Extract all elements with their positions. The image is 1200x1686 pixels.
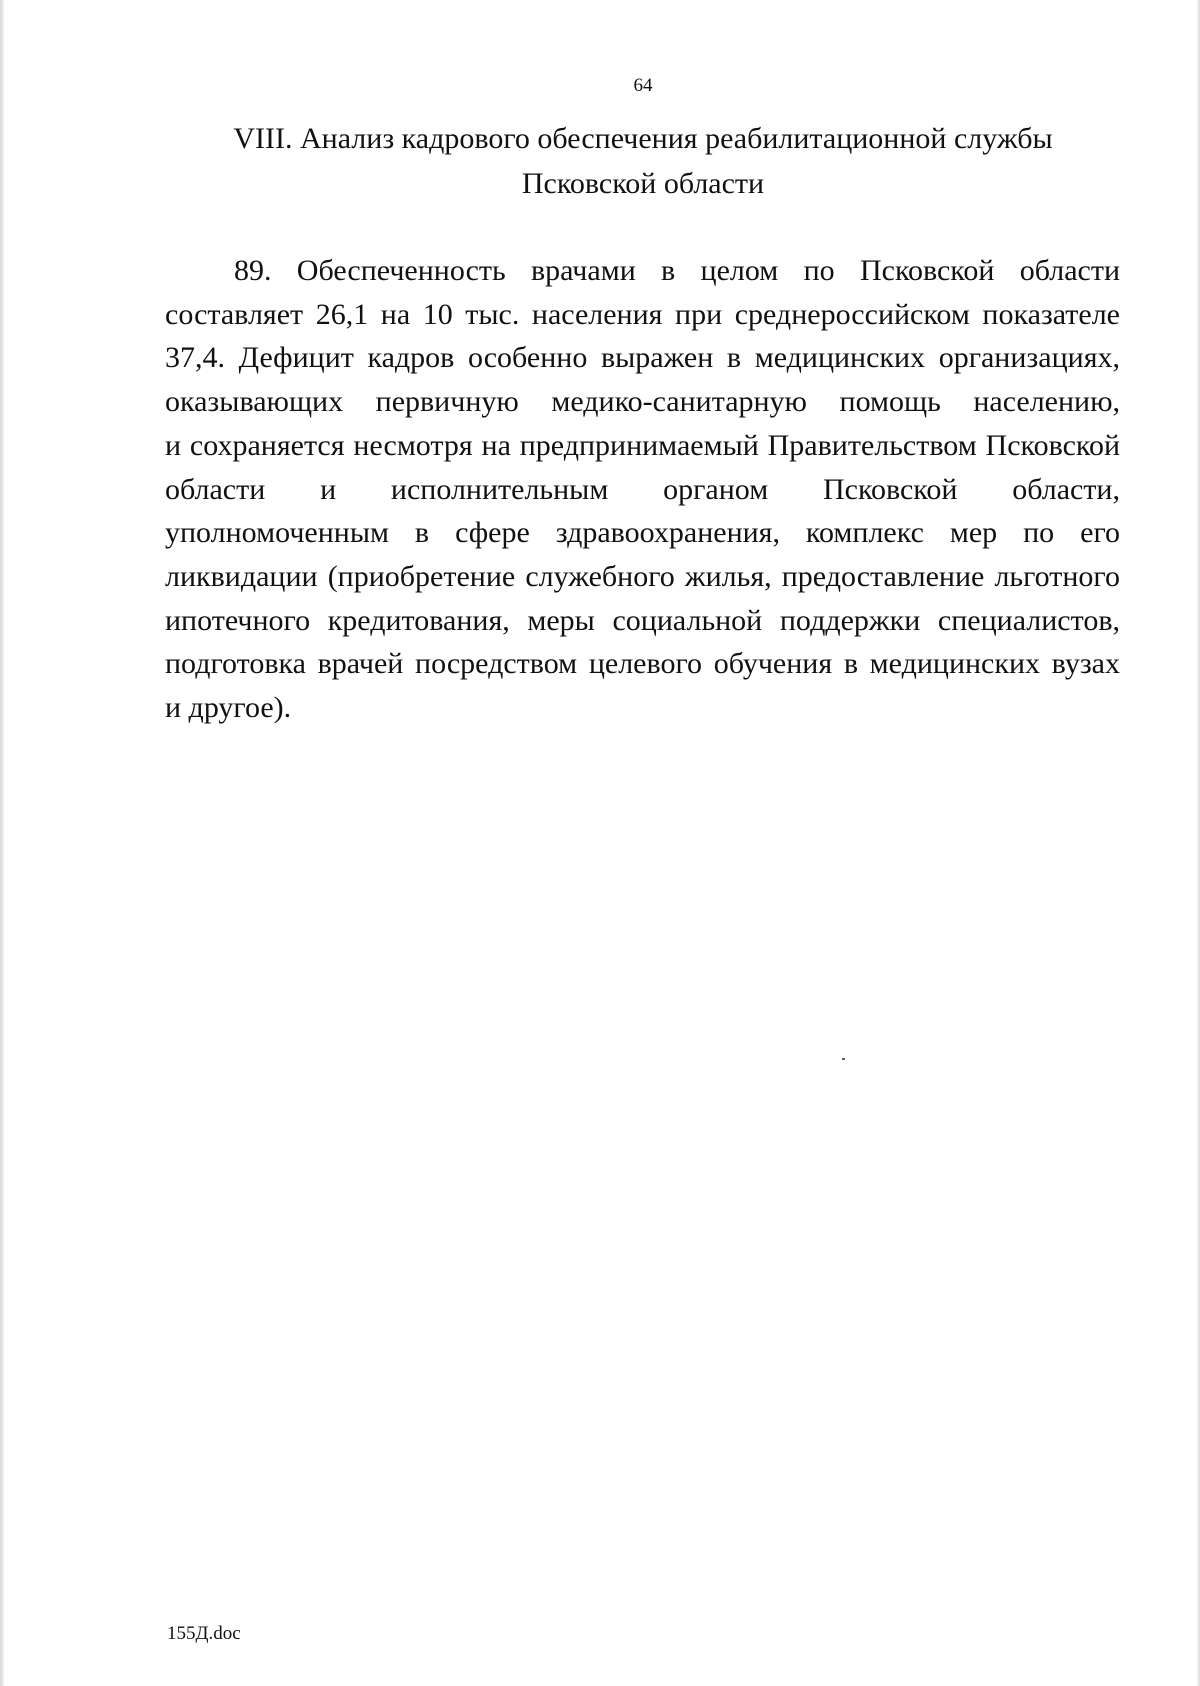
paragraph-line: и другое). bbox=[165, 691, 292, 725]
footer-file-name: 155Д.doc bbox=[167, 1623, 241, 1644]
section-heading bbox=[160, 116, 1126, 206]
paragraph-line: оказывающих первичную медико-санитарную помощь населению, bbox=[165, 385, 1120, 419]
paragraph-line: 37,4. Дефицит кадров особенно выражен в медицинских организациях, bbox=[165, 341, 1120, 375]
paragraph-line: уполномоченным в сфере здравоохранения, комплекс мер по его bbox=[165, 516, 1120, 550]
paragraph-line: ликвидации (приобретение служебного жилья, предоставление льготного bbox=[165, 559, 1120, 593]
page-number: 64 bbox=[633, 75, 653, 96]
section-heading-line-1: VIII. Анализ кадрового обеспечения реабилитационной службы bbox=[233, 122, 1053, 155]
paragraph-line: ипотечного кредитования, меры социальной поддержки специалистов, bbox=[165, 603, 1120, 637]
paragraph-line: составляет 26,1 на 10 тыс. населения при среднероссийском показателе bbox=[165, 297, 1120, 331]
paragraph-line: 89. Обеспеченность врачами в целом по Псковской области bbox=[234, 254, 1120, 287]
paragraph-line: области и исполнительным органом Псковской области, bbox=[165, 472, 1120, 506]
paragraph-line: и сохраняется несмотря на предпринимаемый Правительством Псковской bbox=[165, 428, 1120, 462]
scan-edge-left bbox=[0, 0, 4, 1686]
paragraph-line: подготовка врачей посредством целевого обучения в медицинских вузах bbox=[165, 647, 1120, 681]
paragraph-89 bbox=[165, 249, 1120, 730]
scan-speck bbox=[842, 1058, 845, 1060]
section-heading-line-2: Псковской области bbox=[521, 167, 765, 200]
